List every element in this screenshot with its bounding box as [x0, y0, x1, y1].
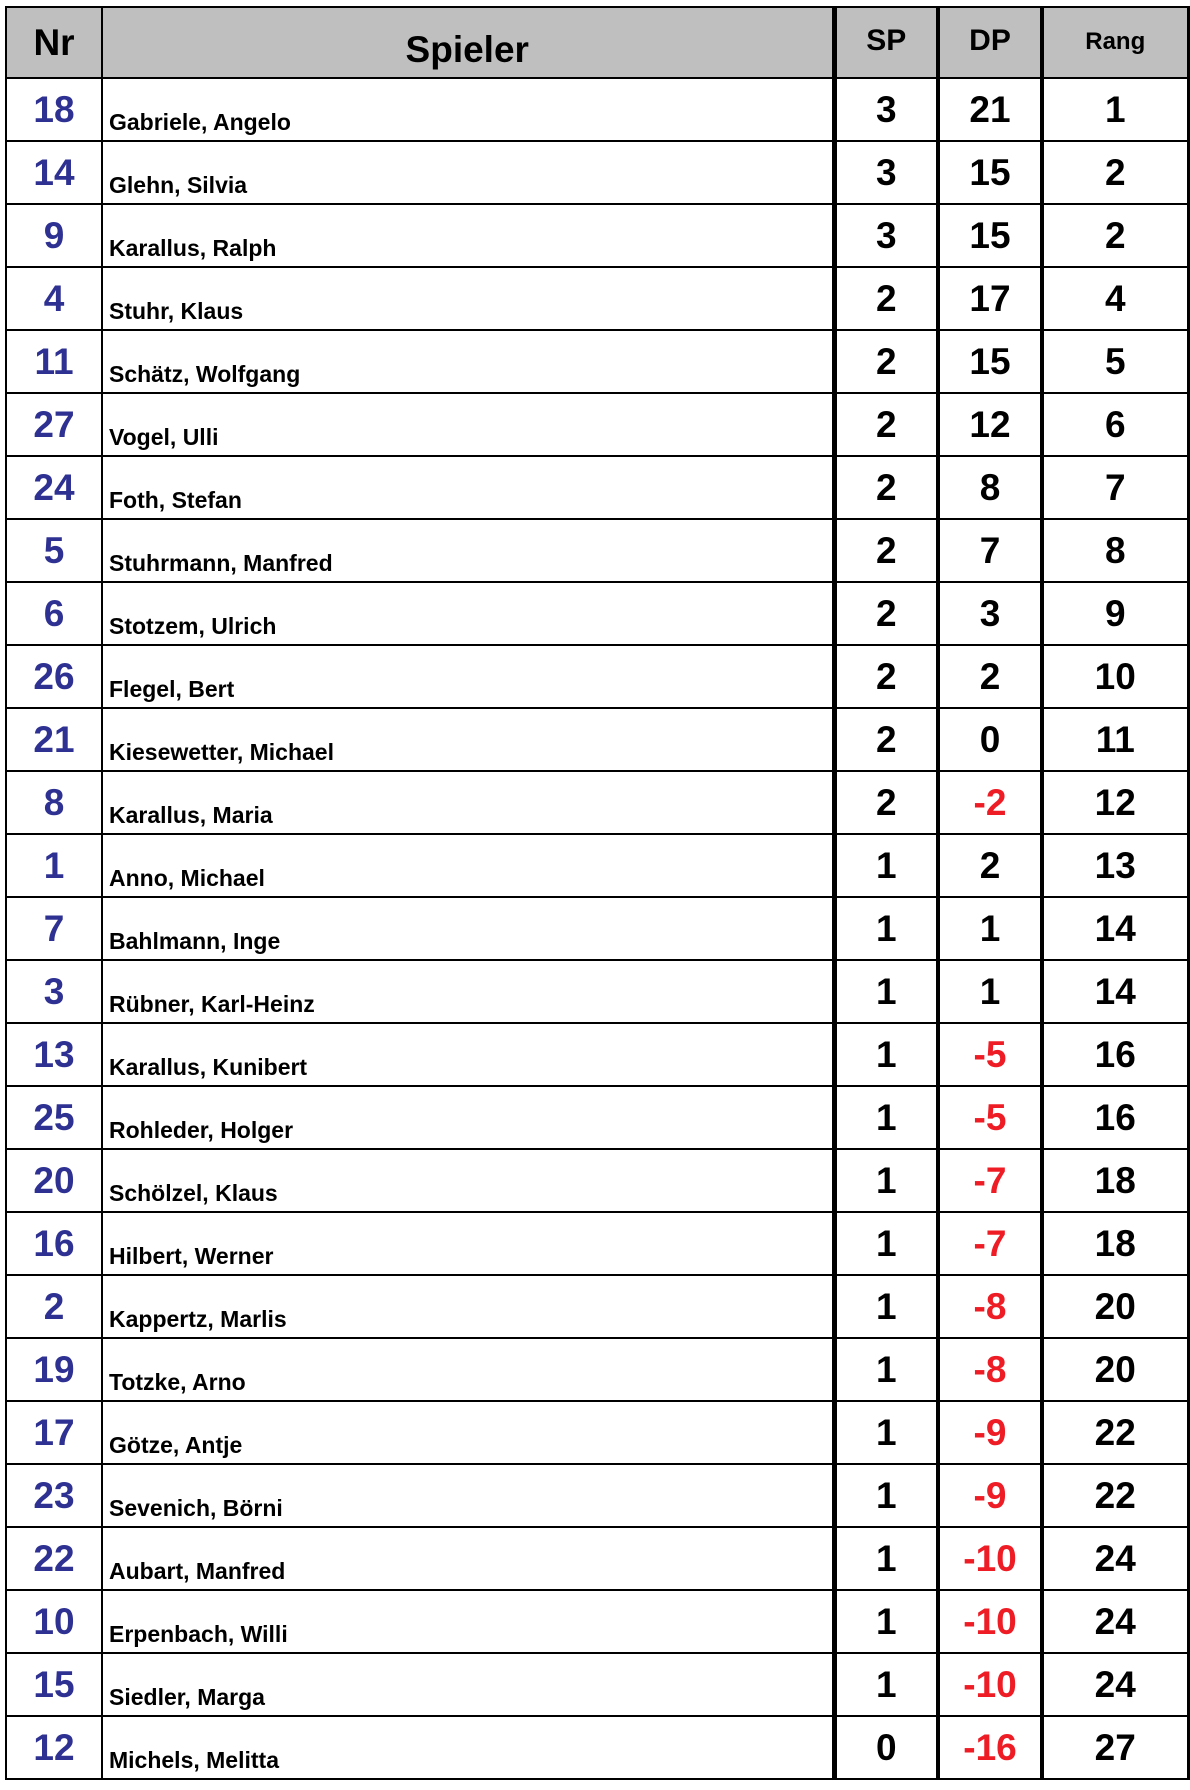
rang-value: 24 [1042, 1653, 1188, 1716]
player-name: Schätz, Wolfgang [102, 330, 834, 393]
player-name: Sevenich, Börni [102, 1464, 834, 1527]
table-row [6, 1212, 1188, 1275]
rang-value: 2 [1042, 204, 1188, 267]
sp-value: 2 [834, 456, 938, 519]
sp-value: 1 [834, 960, 938, 1023]
player-number: 5 [6, 519, 102, 582]
rang-value: 24 [1042, 1590, 1188, 1653]
table-row [6, 1023, 1188, 1086]
rang-value: 11 [1042, 708, 1188, 771]
player-name: Schölzel, Klaus [102, 1149, 834, 1212]
sp-value: 3 [834, 141, 938, 204]
dp-value: 8 [938, 456, 1042, 519]
player-number: 13 [6, 1023, 102, 1086]
player-number: 19 [6, 1338, 102, 1401]
rang-value: 14 [1042, 960, 1188, 1023]
rang-value: 22 [1042, 1401, 1188, 1464]
dp-value: -9 [938, 1401, 1042, 1464]
header-nr: Nr [6, 7, 102, 78]
player-number: 14 [6, 141, 102, 204]
player-name: Foth, Stefan [102, 456, 834, 519]
player-number: 9 [6, 204, 102, 267]
sp-value: 1 [834, 1590, 938, 1653]
sp-value: 2 [834, 771, 938, 834]
player-name: Stuhr, Klaus [102, 267, 834, 330]
player-number: 12 [6, 1716, 102, 1779]
player-name: Anno, Michael [102, 834, 834, 897]
dp-value: -5 [938, 1023, 1042, 1086]
dp-value: 15 [938, 141, 1042, 204]
table-row [6, 960, 1188, 1023]
player-number: 4 [6, 267, 102, 330]
player-name: Stotzem, Ulrich [102, 582, 834, 645]
player-name: Totzke, Arno [102, 1338, 834, 1401]
rang-value: 2 [1042, 141, 1188, 204]
player-number: 23 [6, 1464, 102, 1527]
table-row [6, 1338, 1188, 1401]
player-name: Kiesewetter, Michael [102, 708, 834, 771]
sp-value: 1 [834, 1212, 938, 1275]
table-row [6, 1401, 1188, 1464]
rang-value: 22 [1042, 1464, 1188, 1527]
dp-value: 1 [938, 897, 1042, 960]
player-name: Bahlmann, Inge [102, 897, 834, 960]
sp-value: 1 [834, 1401, 938, 1464]
header-dp: DP [938, 7, 1042, 78]
table-row [6, 456, 1188, 519]
rang-value: 16 [1042, 1023, 1188, 1086]
player-number: 24 [6, 456, 102, 519]
table-row [6, 1716, 1188, 1779]
sp-value: 1 [834, 1275, 938, 1338]
dp-value: 15 [938, 204, 1042, 267]
player-name: Gabriele, Angelo [102, 78, 834, 141]
player-name: Erpenbach, Willi [102, 1590, 834, 1653]
rang-value: 5 [1042, 330, 1188, 393]
player-name: Karallus, Kunibert [102, 1023, 834, 1086]
player-number: 7 [6, 897, 102, 960]
player-name: Karallus, Ralph [102, 204, 834, 267]
dp-value: -2 [938, 771, 1042, 834]
sp-value: 1 [834, 1653, 938, 1716]
sp-value: 1 [834, 1023, 938, 1086]
dp-value: 2 [938, 834, 1042, 897]
rang-value: 10 [1042, 645, 1188, 708]
sp-value: 0 [834, 1716, 938, 1779]
sp-value: 1 [834, 834, 938, 897]
dp-value: -5 [938, 1086, 1042, 1149]
player-number: 21 [6, 708, 102, 771]
dp-value: -8 [938, 1275, 1042, 1338]
table-row [6, 834, 1188, 897]
sp-value: 2 [834, 267, 938, 330]
sp-value: 2 [834, 582, 938, 645]
player-name: Götze, Antje [102, 1401, 834, 1464]
player-name: Vogel, Ulli [102, 393, 834, 456]
sp-value: 2 [834, 645, 938, 708]
table-row [6, 78, 1188, 141]
player-number: 25 [6, 1086, 102, 1149]
dp-value: 21 [938, 78, 1042, 141]
table-row [6, 1464, 1188, 1527]
player-name: Aubart, Manfred [102, 1527, 834, 1590]
ranking-table [5, 6, 1190, 1780]
player-number: 8 [6, 771, 102, 834]
player-number: 16 [6, 1212, 102, 1275]
player-name: Michels, Melitta [102, 1716, 834, 1779]
player-number: 17 [6, 1401, 102, 1464]
dp-value: -16 [938, 1716, 1042, 1779]
sp-value: 2 [834, 708, 938, 771]
rang-value: 4 [1042, 267, 1188, 330]
dp-value: 0 [938, 708, 1042, 771]
sp-value: 3 [834, 78, 938, 141]
dp-value: -8 [938, 1338, 1042, 1401]
player-number: 1 [6, 834, 102, 897]
player-name: Glehn, Silvia [102, 141, 834, 204]
table-row [6, 519, 1188, 582]
sp-value: 2 [834, 519, 938, 582]
dp-value: -10 [938, 1653, 1042, 1716]
table-body [6, 78, 1188, 1779]
rang-value: 1 [1042, 78, 1188, 141]
player-name: Rübner, Karl-Heinz [102, 960, 834, 1023]
player-name: Rohleder, Holger [102, 1086, 834, 1149]
table-row [6, 1590, 1188, 1653]
sp-value: 1 [834, 1338, 938, 1401]
dp-value: 12 [938, 393, 1042, 456]
player-number: 10 [6, 1590, 102, 1653]
dp-value: 3 [938, 582, 1042, 645]
table-row [6, 1149, 1188, 1212]
sp-value: 3 [834, 204, 938, 267]
rang-value: 6 [1042, 393, 1188, 456]
dp-value: 7 [938, 519, 1042, 582]
sp-value: 1 [834, 897, 938, 960]
table-row [6, 645, 1188, 708]
player-number: 6 [6, 582, 102, 645]
rang-value: 18 [1042, 1149, 1188, 1212]
ranking-table-wrapper [5, 6, 1187, 1780]
table-row [6, 267, 1188, 330]
rang-value: 16 [1042, 1086, 1188, 1149]
player-number: 2 [6, 1275, 102, 1338]
player-number: 11 [6, 330, 102, 393]
rang-value: 14 [1042, 897, 1188, 960]
sp-value: 1 [834, 1086, 938, 1149]
table-header-row [6, 7, 1188, 78]
dp-value: 1 [938, 960, 1042, 1023]
table-row [6, 1086, 1188, 1149]
dp-value: 15 [938, 330, 1042, 393]
rang-value: 20 [1042, 1338, 1188, 1401]
table-row [6, 330, 1188, 393]
table-row [6, 1653, 1188, 1716]
sp-value: 2 [834, 393, 938, 456]
dp-value: -7 [938, 1212, 1042, 1275]
rang-value: 27 [1042, 1716, 1188, 1779]
player-number: 27 [6, 393, 102, 456]
player-name: Stuhrmann, Manfred [102, 519, 834, 582]
header-sp: SP [834, 7, 938, 78]
table-row [6, 393, 1188, 456]
table-row [6, 708, 1188, 771]
table-row [6, 1275, 1188, 1338]
header-rang: Rang [1042, 7, 1188, 78]
header-spieler: Spieler [102, 7, 834, 78]
table-row [6, 141, 1188, 204]
rang-value: 7 [1042, 456, 1188, 519]
dp-value: -9 [938, 1464, 1042, 1527]
rang-value: 9 [1042, 582, 1188, 645]
player-number: 22 [6, 1527, 102, 1590]
table-row [6, 771, 1188, 834]
table-row [6, 582, 1188, 645]
rang-value: 13 [1042, 834, 1188, 897]
table-row [6, 1527, 1188, 1590]
player-number: 26 [6, 645, 102, 708]
player-number: 18 [6, 78, 102, 141]
rang-value: 24 [1042, 1527, 1188, 1590]
player-number: 15 [6, 1653, 102, 1716]
sp-value: 1 [834, 1149, 938, 1212]
player-name: Karallus, Maria [102, 771, 834, 834]
dp-value: 2 [938, 645, 1042, 708]
player-name: Hilbert, Werner [102, 1212, 834, 1275]
dp-value: 17 [938, 267, 1042, 330]
player-number: 3 [6, 960, 102, 1023]
player-name: Kappertz, Marlis [102, 1275, 834, 1338]
rang-value: 20 [1042, 1275, 1188, 1338]
dp-value: -10 [938, 1527, 1042, 1590]
sp-value: 1 [834, 1464, 938, 1527]
player-name: Flegel, Bert [102, 645, 834, 708]
player-number: 20 [6, 1149, 102, 1212]
sp-value: 1 [834, 1527, 938, 1590]
table-row [6, 204, 1188, 267]
player-name: Siedler, Marga [102, 1653, 834, 1716]
dp-value: -7 [938, 1149, 1042, 1212]
sp-value: 2 [834, 330, 938, 393]
dp-value: -10 [938, 1590, 1042, 1653]
rang-value: 18 [1042, 1212, 1188, 1275]
rang-value: 12 [1042, 771, 1188, 834]
table-row [6, 897, 1188, 960]
rang-value: 8 [1042, 519, 1188, 582]
